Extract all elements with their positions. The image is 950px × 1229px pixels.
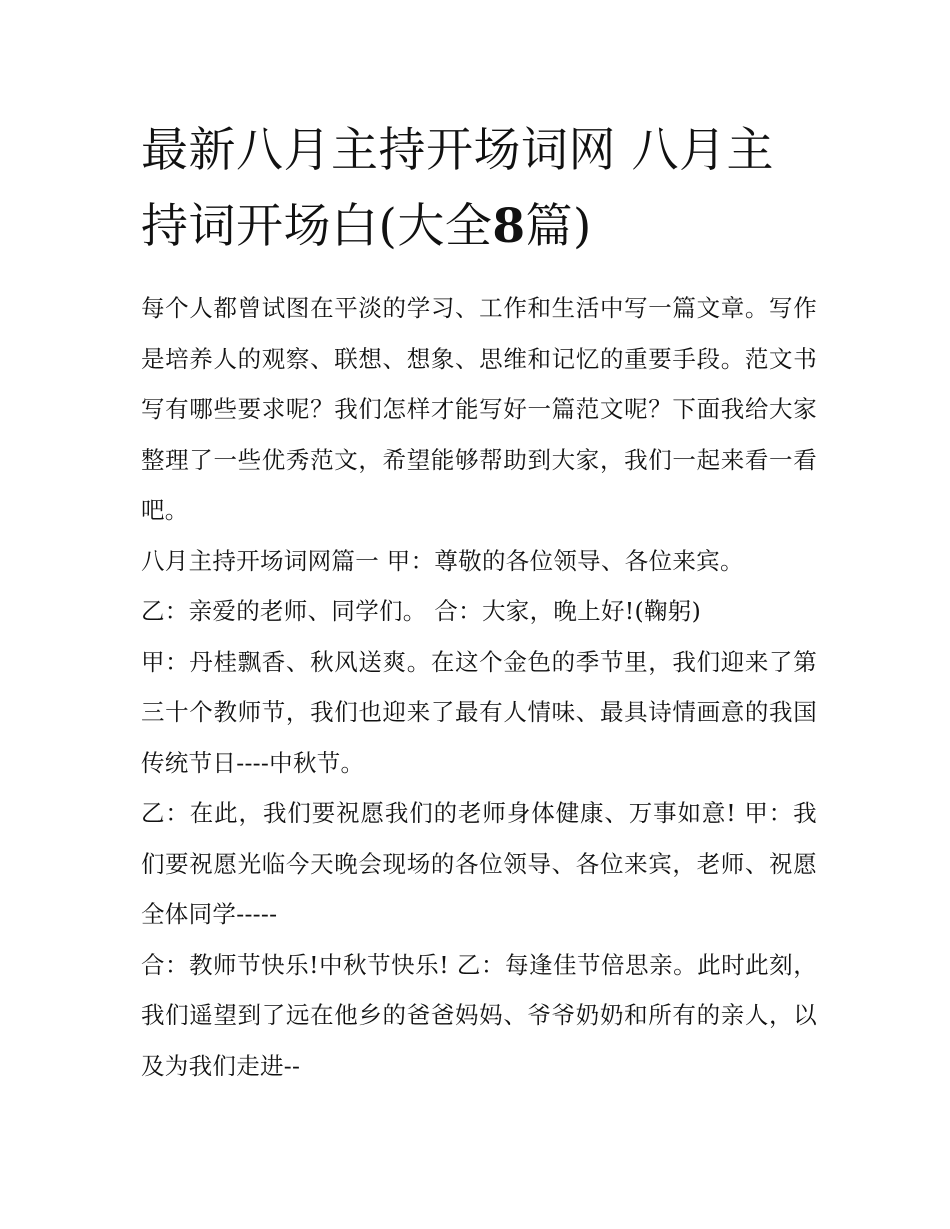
document-body <box>141 283 817 1091</box>
document-title <box>141 113 817 265</box>
paragraph: 乙：在此，我们要祝愿我们的老师身体健康、万事如意! 甲：我们要祝愿光临今天晚会现场的各位领导、各位来宾，老师、祝愿全体同学----- <box>141 799 817 928</box>
paragraph: 甲：丹桂飘香、秋风送爽。在这个金色的季节里，我们迎来了第三十个教师节，我们也迎来了最有人情味、最具诗情画意的我国传统节日----中秋节。 <box>141 647 817 777</box>
paragraph: 八月主持开场词网篇一 甲：尊敬的各位领导、各位来宾。 <box>141 546 744 575</box>
title-text: 最新八月主持开场词网 八月主持词开场白(大全 <box>141 123 774 254</box>
document-content <box>141 113 817 1091</box>
title-text-end: 篇) <box>525 199 592 254</box>
title-number: 8 <box>492 199 526 254</box>
paragraph: 乙：亲爱的老师、同学们。 合：大家，晚上好!(鞠躬) <box>141 597 702 625</box>
paragraph: 合：教师节快乐!中秋节快乐! 乙：每逢佳节倍思亲。此时此刻，我们遥望到了远在他乡的爸爸妈妈、爷爷奶奶和所有的亲人，以及为我们走进-- <box>141 950 817 1080</box>
paragraph-intro: 每个人都曾试图在平淡的学习、工作和生活中写一篇文章。写作是培养人的观察、联想、想象、思维和记忆的重要手段。范文书写有哪些要求呢？我们怎样才能写好一篇范文呢？下面我给大家整理了一些优秀范文，希望能够帮助到大家，我们一起来看一看吧。 <box>141 294 817 524</box>
